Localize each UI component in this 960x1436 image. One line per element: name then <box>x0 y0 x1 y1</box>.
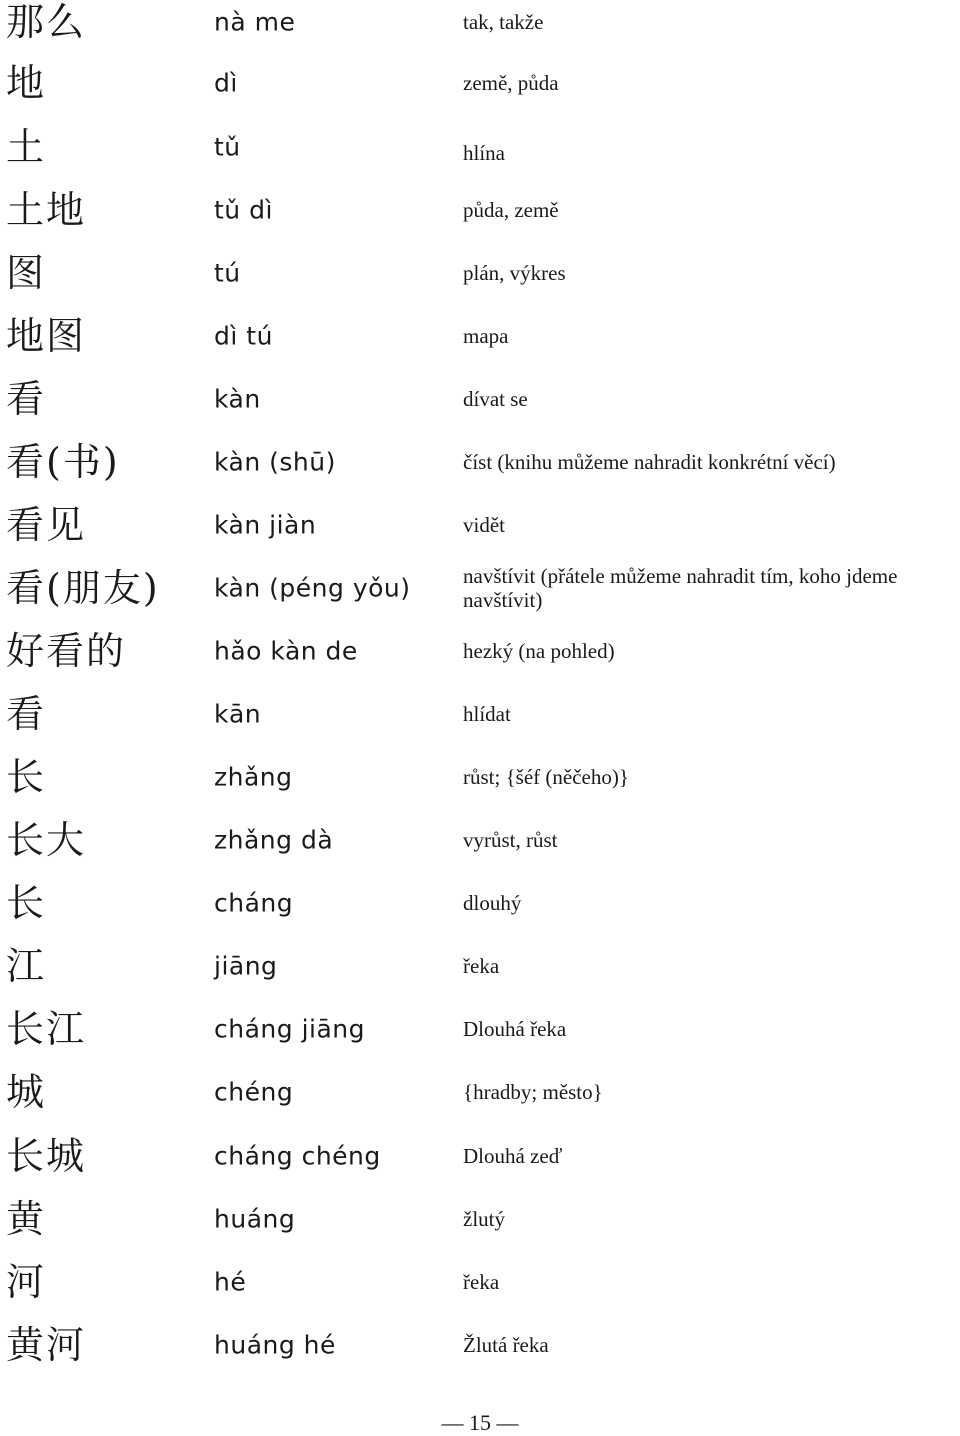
vocab-row <box>0 619 960 682</box>
hanzi: 地 <box>6 60 47 105</box>
pinyin: cháng jiāng <box>214 1014 365 1043</box>
pinyin: kàn jiàn <box>214 510 317 539</box>
meaning: vyrůst, růst <box>463 827 558 852</box>
hanzi: 长江 <box>6 1006 87 1051</box>
meaning: řeka <box>463 953 500 978</box>
vocab-row <box>0 1313 960 1376</box>
pinyin: tǔ dì <box>214 195 273 224</box>
vocab-row <box>0 367 960 430</box>
pinyin: hǎo kàn de <box>214 636 358 665</box>
vocab-row <box>0 304 960 367</box>
hanzi: 长 <box>6 880 47 925</box>
meaning: plán, výkres <box>463 260 566 285</box>
meaning: řeka <box>463 1269 500 1294</box>
pinyin: dì <box>214 68 238 97</box>
hanzi: 看 <box>6 691 47 736</box>
pinyin: hé <box>214 1267 247 1296</box>
vocab-row <box>0 0 960 53</box>
meaning: hlína <box>463 140 505 165</box>
hanzi: 地图 <box>6 313 87 358</box>
meaning: dlouhý <box>463 890 522 915</box>
vocab-row <box>0 997 960 1060</box>
hanzi: 黄 <box>6 1196 47 1241</box>
pinyin: tǔ <box>214 132 241 161</box>
page-number: — 15 — <box>441 1410 519 1435</box>
vocab-row <box>0 934 960 997</box>
hanzi: 江 <box>6 943 47 988</box>
hanzi: 好看的 <box>6 628 127 673</box>
meaning: hezký (na pohled) <box>463 638 615 663</box>
meaning: Žlutá řeka <box>463 1332 549 1357</box>
pinyin: cháng chéng <box>214 1141 381 1170</box>
hanzi: 长城 <box>6 1133 87 1178</box>
vocab-row <box>0 115 960 178</box>
hanzi: 黄河 <box>6 1322 87 1367</box>
pinyin: kān <box>214 699 262 728</box>
meaning: tak, takže <box>463 9 544 34</box>
pinyin: zhǎng <box>214 762 293 791</box>
vocab-row <box>0 178 960 241</box>
meaning: žlutý <box>463 1206 505 1231</box>
hanzi: 长大 <box>6 817 87 862</box>
meaning: hlídat <box>463 701 511 726</box>
vocab-row <box>0 682 960 745</box>
pinyin: kàn (péng yǒu) <box>214 573 411 602</box>
pinyin: chéng <box>214 1077 294 1106</box>
pinyin: huáng <box>214 1204 296 1233</box>
vocab-row <box>0 51 960 114</box>
hanzi: 河 <box>6 1259 47 1304</box>
meaning: navštívit (přátele můžeme nahradit tím, koho jdeme navštívit) <box>463 563 898 612</box>
hanzi: 土 <box>6 124 47 169</box>
meaning: Dlouhá řeka <box>463 1016 567 1041</box>
vocab-row <box>0 808 960 871</box>
vocab-row <box>0 430 960 493</box>
vocab-row <box>0 871 960 934</box>
pinyin: zhǎng dà <box>214 825 334 854</box>
vocab-row <box>0 1124 960 1187</box>
hanzi: 看(朋友) <box>6 565 160 610</box>
vocab-row <box>0 493 960 556</box>
pinyin: jiāng <box>214 951 278 980</box>
meaning: Dlouhá zeď <box>463 1143 563 1168</box>
meaning: číst (knihu můžeme nahradit konkrétní věcí) <box>463 449 836 474</box>
pinyin: nà me <box>214 7 296 36</box>
pinyin: dì tú <box>214 321 273 350</box>
vocab-row <box>0 241 960 304</box>
vocab-row <box>0 1250 960 1313</box>
pinyin: tú <box>214 258 241 287</box>
meaning: země, půda <box>463 70 559 95</box>
hanzi: 图 <box>6 250 47 295</box>
vocab-row <box>0 1060 960 1123</box>
hanzi: 看见 <box>6 502 87 547</box>
meaning: půda, země <box>463 197 559 222</box>
meaning: mapa <box>463 323 509 348</box>
meaning: vidět <box>463 512 505 537</box>
pinyin: kàn (shū) <box>214 447 336 476</box>
pinyin: cháng <box>214 888 294 917</box>
hanzi: 那么 <box>6 0 87 44</box>
vocab-row <box>0 556 960 619</box>
meaning: {hradby; město} <box>463 1079 603 1104</box>
hanzi: 看(书) <box>6 439 120 484</box>
vocab-row <box>0 745 960 808</box>
pinyin: kàn <box>214 384 261 413</box>
meaning: dívat se <box>463 386 528 411</box>
vocab-row <box>0 1187 960 1250</box>
meaning: růst; {šéf (něčeho)} <box>463 764 629 789</box>
pinyin: huáng hé <box>214 1330 336 1359</box>
hanzi: 城 <box>6 1069 47 1114</box>
hanzi: 看 <box>6 376 47 421</box>
hanzi: 长 <box>6 754 47 799</box>
hanzi: 土地 <box>6 187 87 232</box>
